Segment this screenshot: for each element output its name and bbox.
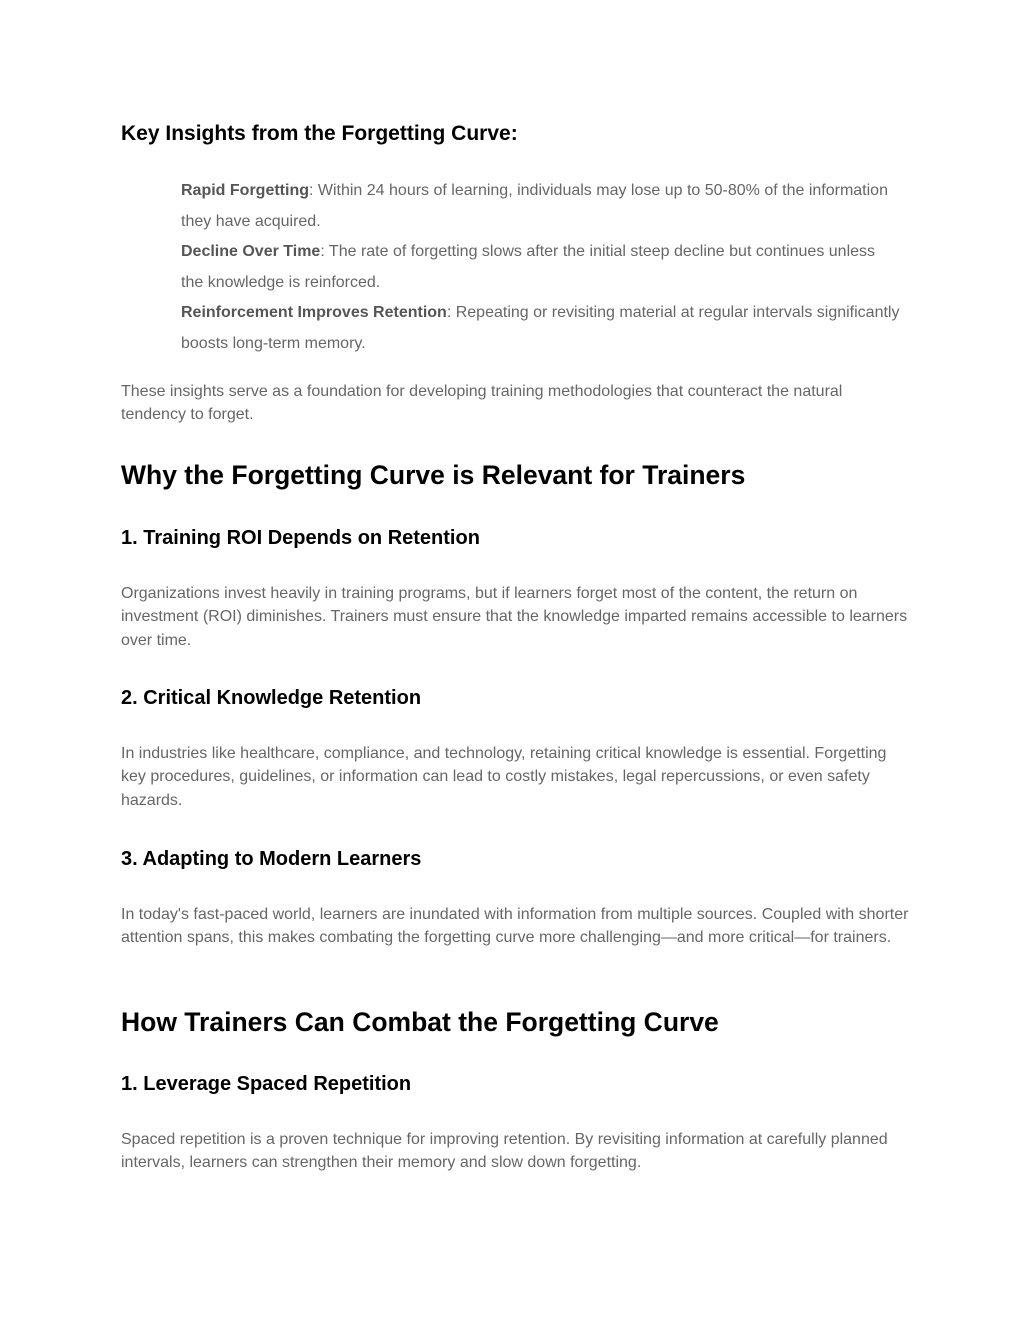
subsection-heading: 1. Training ROI Depends on Retention — [121, 527, 480, 549]
list-item-term: Reinforcement Improves Retention — [181, 304, 447, 321]
subsection-body: In industries like healthcare, compliance, and technology, retaining critical knowledge is essential. Forgetting key procedures, guidelines, or information can lead to costly mistakes, legal repercussions, or even safety hazards. — [121, 745, 887, 809]
list-item — [181, 237, 901, 298]
list-item-text: : Repeating or revisiting material at regular intervals significantly boosts long-term memory. — [181, 304, 900, 352]
subsection-body: Organizations invest heavily in training programs, but if learners forget most of the content, the return on investment (ROI) diminishes. Trainers must ensure that the knowledge imparted remains accessible to learners over time. — [121, 585, 908, 649]
list-item-text: : The rate of forgetting slows after the initial steep decline but continues unless the knowledge is reinforced. — [181, 243, 876, 291]
list-item-text: : Within 24 hours of learning, individuals may lose up to 50-80% of the information they have acquired. — [181, 182, 888, 230]
list-item — [181, 176, 901, 237]
subsection-body: Spaced repetition is a proven technique for improving retention. By revisiting information at carefully planned intervals, learners can strengthen their memory and slow down forgetting. — [121, 1131, 888, 1172]
list-item-term: Rapid Forgetting — [181, 182, 309, 199]
list-item — [181, 298, 901, 359]
list-item-term: Decline Over Time — [181, 243, 321, 260]
relevance-heading: Why the Forgetting Curve is Relevant for Trainers — [121, 460, 746, 490]
key-insights-heading: Key Insights from the Forgetting Curve: — [121, 122, 518, 145]
subsection-heading: 3. Adapting to Modern Learners — [121, 848, 422, 870]
subsection-body: In today's fast-paced world, learners are inundated with information from multiple sources. Coupled with shorter attention spans, this makes combating the forgetting curve more challenging—and more critical—for trainers. — [121, 906, 909, 947]
combat-heading: How Trainers Can Combat the Forgetting Curve — [121, 1007, 719, 1037]
subsection-heading: 2. Critical Knowledge Retention — [121, 687, 422, 709]
key-insights-summary: These insights serve as a foundation for developing training methodologies that counteract the natural tendency to forget. — [121, 383, 843, 424]
subsection-heading: 1. Leverage Spaced Repetition — [121, 1073, 412, 1095]
key-insights-list — [181, 176, 901, 359]
